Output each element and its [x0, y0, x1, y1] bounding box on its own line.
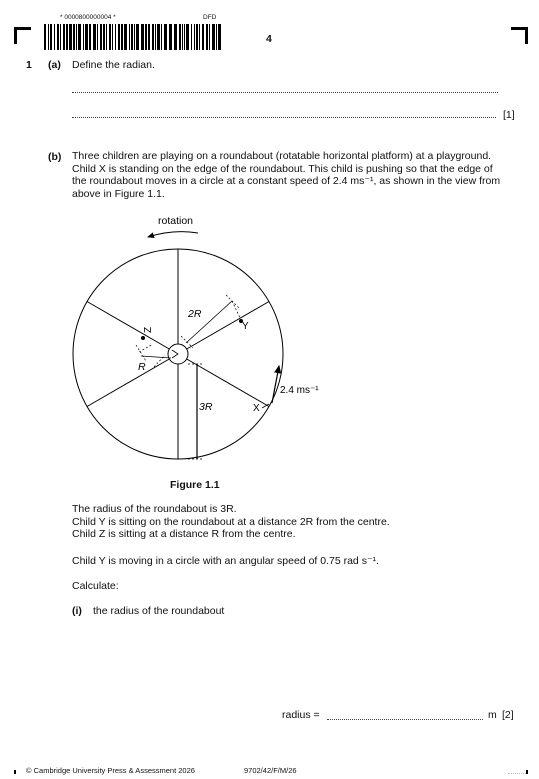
- label-3R: 3R: [199, 401, 213, 413]
- answer-line-2[interactable]: [72, 117, 496, 118]
- barcode-text: * 0000800000004 *: [60, 14, 116, 21]
- label-Y: Y: [242, 321, 249, 332]
- calculate-instruction: Calculate:: [72, 580, 119, 592]
- part-a-label: (a): [48, 59, 61, 71]
- part-i-label: (i): [72, 605, 82, 617]
- label-X: X: [253, 403, 260, 414]
- question-number: 1: [26, 59, 32, 71]
- radius-answer-prefix: radius =: [282, 709, 320, 721]
- given-information: [72, 503, 390, 541]
- info-line-3: Child Z is sitting at a distance R from the centre.: [72, 528, 296, 541]
- info-line-1: The radius of the roundabout is 3R.: [72, 503, 237, 515]
- label-R: R: [138, 361, 146, 373]
- child-z-marker: [141, 336, 145, 340]
- rotation-arrow: [148, 232, 198, 237]
- figure-caption: Figure 1.1: [170, 479, 220, 491]
- answer-line-1[interactable]: [72, 92, 498, 93]
- part-a-text: Define the radian.: [72, 59, 155, 71]
- part-b-line-1: Three children are playing on a roundabout (rotatable horizontal platform) at a playground.: [72, 150, 492, 162]
- page-number: 4: [266, 33, 272, 45]
- part-i-text: the radius of the roundabout: [93, 605, 225, 617]
- paper-code: 9702/42/F/M/26: [244, 766, 297, 775]
- radius-answer-line[interactable]: [327, 719, 483, 720]
- footer-dot-left: [14, 770, 16, 774]
- part-b-line-2: Child X is standing on the edge of the roundabout. This child is pushing so that the edge of: [72, 162, 493, 175]
- radius-unit: m: [488, 709, 497, 721]
- dimension-R: [141, 356, 171, 358]
- label-Z: Z: [143, 326, 154, 333]
- rotation-label: rotation: [158, 215, 194, 227]
- speed-label: 2.4 ms⁻¹: [280, 385, 319, 396]
- corner-mark-top-left: [14, 27, 31, 44]
- info-line-2: Child Y is sitting on the roundabout at a distance 2R from the centre.: [72, 515, 390, 528]
- centre-code: DFD: [203, 14, 217, 21]
- angular-speed-info: Child Y is moving in a circle with an angular speed of 0.75 rad s⁻¹.: [72, 555, 379, 567]
- part-b-text: [72, 150, 522, 200]
- copyright: © Cambridge University Press & Assessment 2026: [26, 766, 195, 775]
- part-b-line-3: the roundabout moves in a circle at a constant speed of 2.4 ms⁻¹, as shown in the view from: [72, 175, 501, 188]
- part-b-label: (b): [48, 151, 62, 163]
- part-b-line-4: above in Figure 1.1.: [72, 187, 165, 200]
- figure-1-1: [60, 205, 360, 470]
- corner-mark-top-right: [511, 27, 528, 44]
- label-2R: 2R: [188, 308, 202, 320]
- footer-marks-right: [508, 773, 528, 774]
- part-a-marks: [1]: [503, 109, 515, 121]
- barcode: [44, 24, 222, 50]
- footer-dot-right: [526, 770, 528, 774]
- part-i-marks: [2]: [502, 709, 514, 721]
